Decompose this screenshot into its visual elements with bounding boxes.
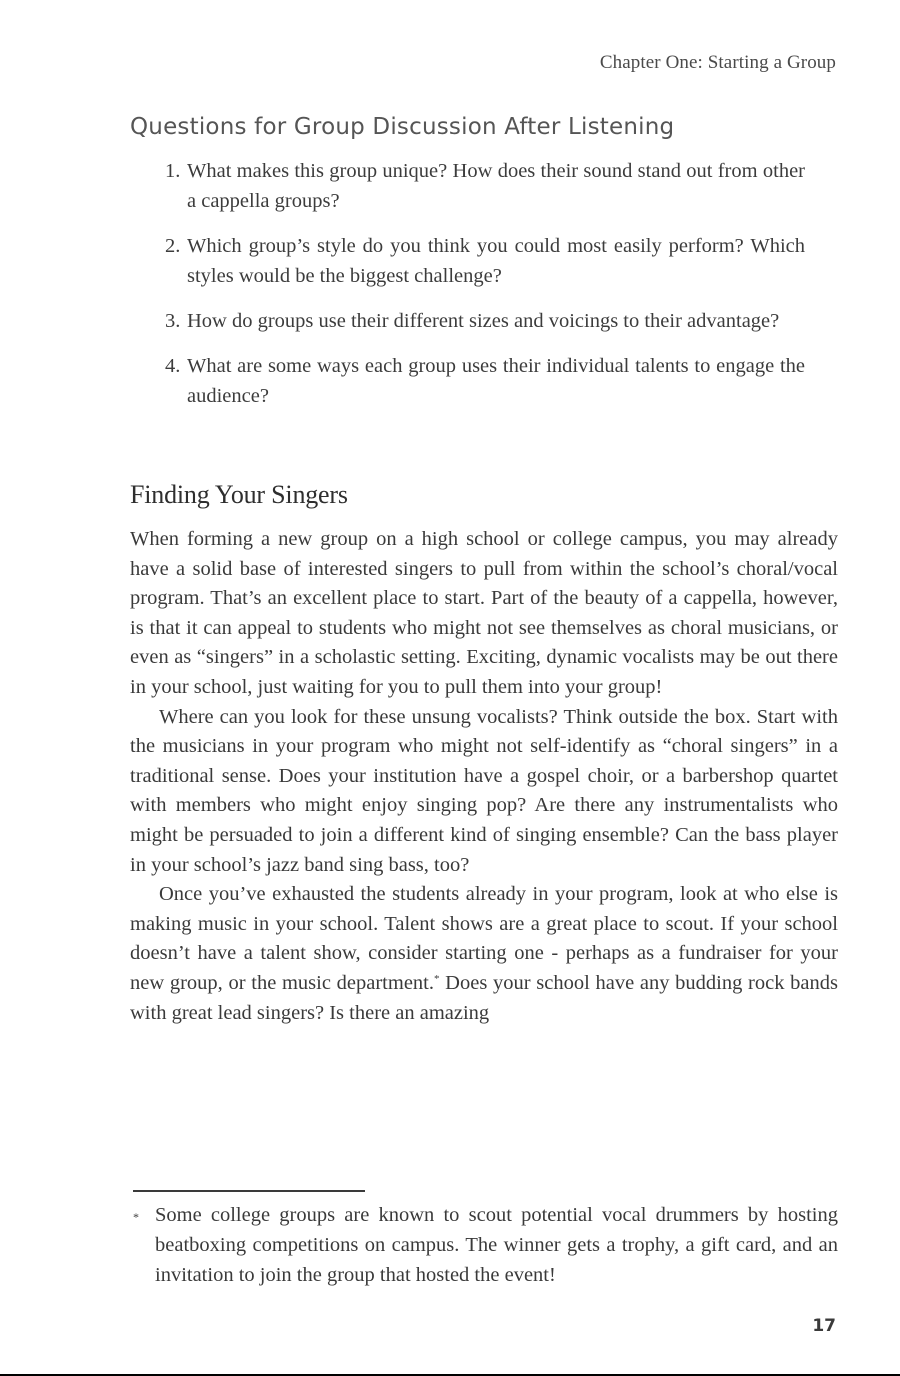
section-heading-finding-singers: Finding Your Singers	[130, 480, 348, 509]
list-item	[165, 231, 805, 291]
footnote-reference-marker: *	[433, 972, 440, 985]
list-item-text: What are some ways each group uses their individual talents to engage the audience?	[187, 355, 805, 407]
list-item-number: 3.	[165, 310, 181, 332]
list-item-text: How do groups use their different sizes and voicings to their advantage?	[187, 310, 780, 332]
list-item-number: 4.	[165, 355, 181, 377]
list-item-text: What makes this group unique? How does their sound stand out from other a cappella groups?	[187, 160, 805, 212]
list-item	[165, 306, 805, 336]
footnote	[133, 1200, 838, 1290]
list-item-number: 1.	[165, 160, 181, 182]
paragraph-2: Where can you look for these unsung vocalists? Think outside the box. Start with the musicians in your program who might not self-identify as “choral singers” in a traditional sense. Does your institution have a gospel choir, or a barbershop quartet with members who might enjoy singing pop? Are there any instrumentalists who might be persuaded to join a different kind of singing ensemble? Can the bass player in your school’s jazz band sing bass, too?	[130, 705, 838, 876]
page-number: 17	[812, 1316, 836, 1336]
paragraph-3-text-end: Does your school have any budding rock bands with great lead singers? Is there an amazing	[130, 971, 838, 1024]
footnote-marker: *	[133, 1210, 139, 1224]
footnote-text: Some college groups are known to scout potential vocal drummers by hosting beatboxing competitions on campus. The winner gets a trophy, a gift card, and an invitation to join the group that hosted the event!	[155, 1204, 838, 1286]
list-item	[165, 156, 805, 216]
paragraph-3-text-start: Once you’ve exhausted the students already in your program, look at who else is making music in your school. Talent shows are a great place to scout. If your school doesn’t have a talent show, consider starting one - perhaps as a fundraiser for your new group, or the music department.	[130, 883, 838, 994]
footnote-rule	[133, 1190, 365, 1192]
list-item	[165, 351, 805, 411]
paragraph-1: When forming a new group on a high school or college campus, you may already have a solid base of interested singers to pull from within the school’s choral/vocal program. That’s an excellent place to start. Part of the beauty of a cappella, however, is that it can appeal to students who might not see themselves as choral musicians, or even as “singers” in a scholastic setting. Exciting, dynamic vocalists may be out there in your school, just waiting for you to pull them into your group!	[130, 528, 838, 698]
list-item-text: Which group’s style do you think you could most easily perform? Which styles would be the biggest challenge?	[187, 235, 805, 287]
paragraph-3	[130, 880, 838, 1028]
list-item-number: 2.	[165, 235, 181, 257]
running-head: Chapter One: Starting a Group	[599, 52, 836, 73]
section-heading-discussion-questions: Questions for Group Discussion After Listening	[130, 114, 675, 140]
discussion-questions-list	[165, 156, 805, 426]
body-text	[130, 525, 838, 1028]
